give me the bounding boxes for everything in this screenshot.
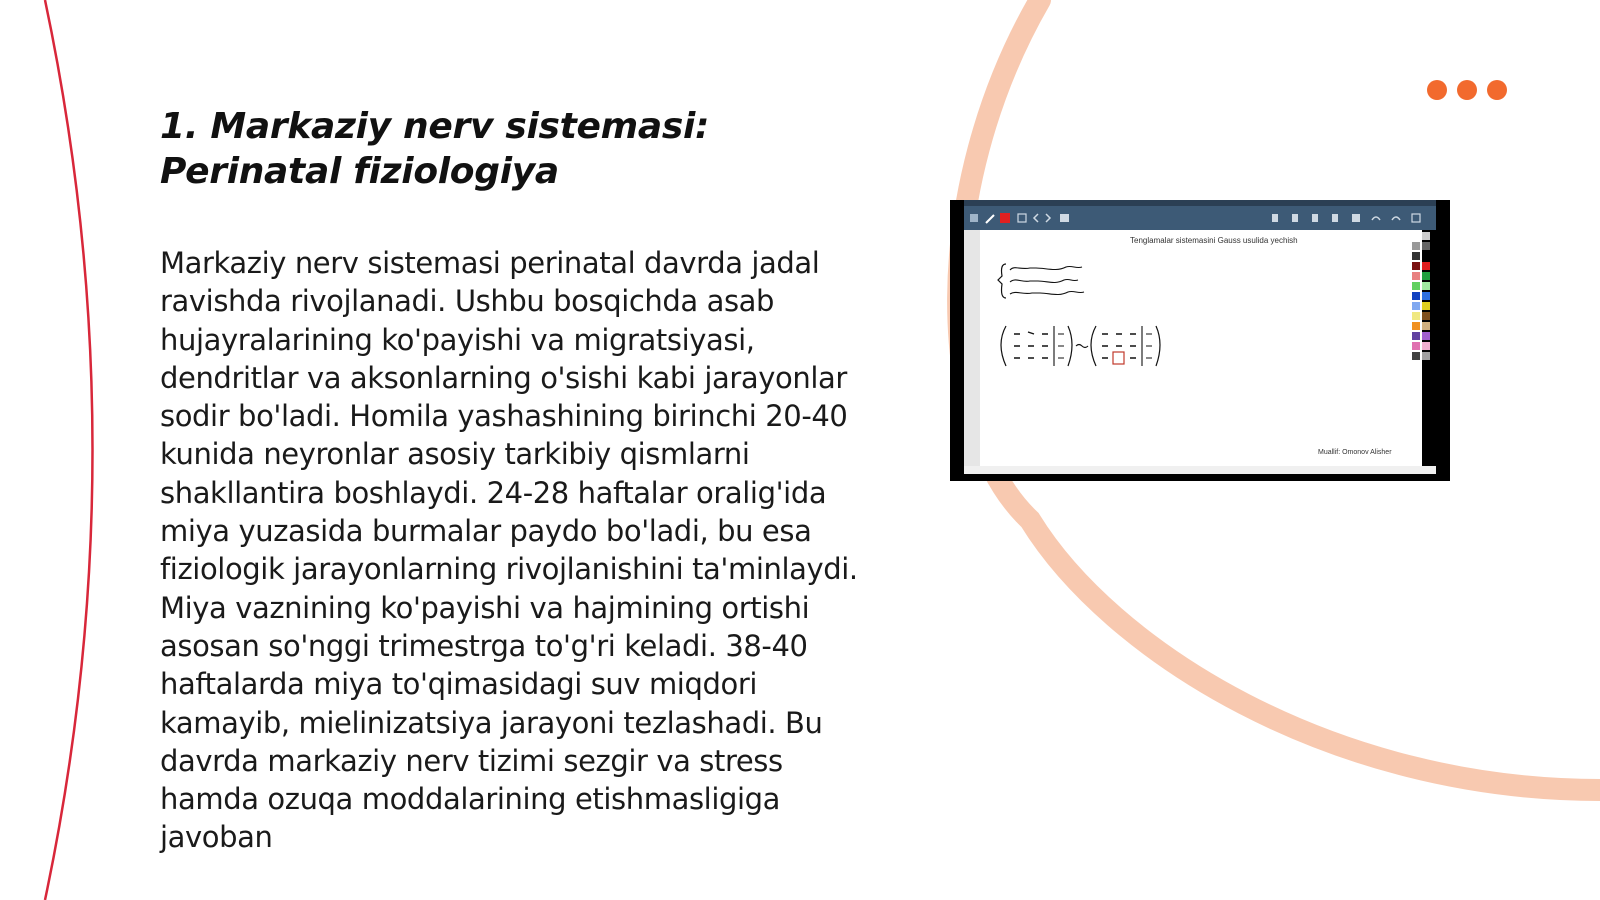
swatch — [1412, 252, 1420, 260]
swatch — [1412, 342, 1420, 350]
undo-arrow-icon — [1372, 217, 1380, 220]
equivalence-sign — [1076, 345, 1088, 348]
video-left-panel — [964, 230, 980, 471]
video-author-credit: Muallif: Omonov Alisher — [1318, 449, 1392, 456]
swatch — [1412, 322, 1420, 330]
swatch — [1412, 302, 1420, 310]
matrix2-entries — [1102, 334, 1136, 358]
bookmark-icon-1 — [1272, 214, 1278, 222]
video-bottom-bar — [964, 466, 1436, 474]
video-app-toolbar — [964, 206, 1436, 230]
pen-icon — [986, 215, 994, 223]
more-dots-icon — [1427, 80, 1507, 100]
redo-arrow-icon — [1392, 217, 1400, 220]
system-brace — [998, 264, 1006, 298]
dot-3 — [1487, 80, 1507, 100]
bookmark-icon-2 — [1292, 214, 1298, 222]
swatch — [1422, 352, 1430, 360]
bookmark-icon-4 — [1332, 214, 1338, 222]
swatch — [1412, 292, 1420, 300]
swatch — [1422, 322, 1430, 330]
matrix2-augmented — [1142, 326, 1152, 366]
swatch — [1412, 262, 1420, 270]
matrix2-right-paren — [1156, 326, 1160, 366]
swatch — [1422, 282, 1430, 290]
swatch — [1422, 272, 1430, 280]
embedded-video[interactable] — [950, 200, 1450, 481]
matrix1-left-paren — [1001, 326, 1006, 366]
toolbar-icons — [964, 206, 1436, 230]
swatch — [1412, 352, 1420, 360]
swatch — [1422, 242, 1430, 250]
image-icon — [1060, 214, 1069, 222]
matrix1-right-paren — [1068, 326, 1072, 366]
matrix1-entries — [1014, 332, 1048, 358]
pivot-highlight-box — [1113, 352, 1124, 364]
left-red-arc — [45, 0, 93, 900]
swatch — [1422, 262, 1430, 270]
swatch — [1412, 312, 1420, 320]
swatch — [1422, 312, 1430, 320]
swatch — [1422, 232, 1430, 240]
redo-icon — [1046, 214, 1050, 222]
swatch — [1412, 242, 1420, 250]
save-icon — [1352, 214, 1360, 222]
slide-body-text: Markaziy nerv sistemasi perinatal davrda jadal ravishda rivojlanadi. Ushbu bosqichda asab hujayralarining ko'payishi va migratsiyasi, dendritlar va aksonlarning o'sishi kabi jarayonlar sodir bo'ladi. Homila yashashining birinchi 20-40 kunida neyronlar asosiy tarkibiy qismlarni shakllantira boshlaydi. 24-28 haftalar oralig'ida miya yuzasida burmalar paydo bo'ladi, bu esa fiziologik jarayonlarning rivojlanishini ta'minlaydi. Miya vaznining ko'payishi va hajmining ortishi asosan so'nggi trimestrga to'g'ri keladi. 38-40 haftalarda miya to'qimasidagi suv miqdori kamayib, mielinizatsiya jarayoni tezlashadi. Bu davrda markaziy nerv tizimi sezgir va stress hamda ozuqa moddalarining etishmasligiga javoban — [160, 246, 858, 855]
matrix2-left-paren — [1091, 326, 1096, 366]
swatch — [1412, 232, 1420, 240]
share-icon — [1412, 214, 1420, 222]
swatch — [1412, 282, 1420, 290]
color-palette — [1412, 232, 1430, 360]
swatch — [1422, 292, 1430, 300]
dot-2 — [1457, 80, 1477, 100]
eraser-icon — [1018, 214, 1026, 222]
matrix1-augmented — [1054, 326, 1064, 366]
video-lesson-heading: Tenglamalar sistemasini Gauss usulida yechish — [1130, 236, 1298, 245]
handwritten-equations — [980, 230, 1422, 466]
dot-1 — [1427, 80, 1447, 100]
swatch — [1422, 302, 1430, 310]
equation-line-3 — [1010, 291, 1084, 294]
equation-line-2 — [1010, 279, 1078, 282]
slide-title: 1. Markaziy nerv sistemasi: Perinatal fiziologiya — [160, 106, 710, 192]
swatch — [1412, 332, 1420, 340]
equation-line-1 — [1010, 266, 1082, 270]
undo-icon — [1034, 214, 1038, 222]
red-color-icon — [1000, 213, 1010, 223]
menu-icon — [970, 214, 978, 222]
swatch — [1422, 332, 1430, 340]
swatch — [1422, 252, 1430, 260]
swatch — [1412, 272, 1420, 280]
bookmark-icon-3 — [1312, 214, 1318, 222]
swatch — [1422, 342, 1430, 350]
